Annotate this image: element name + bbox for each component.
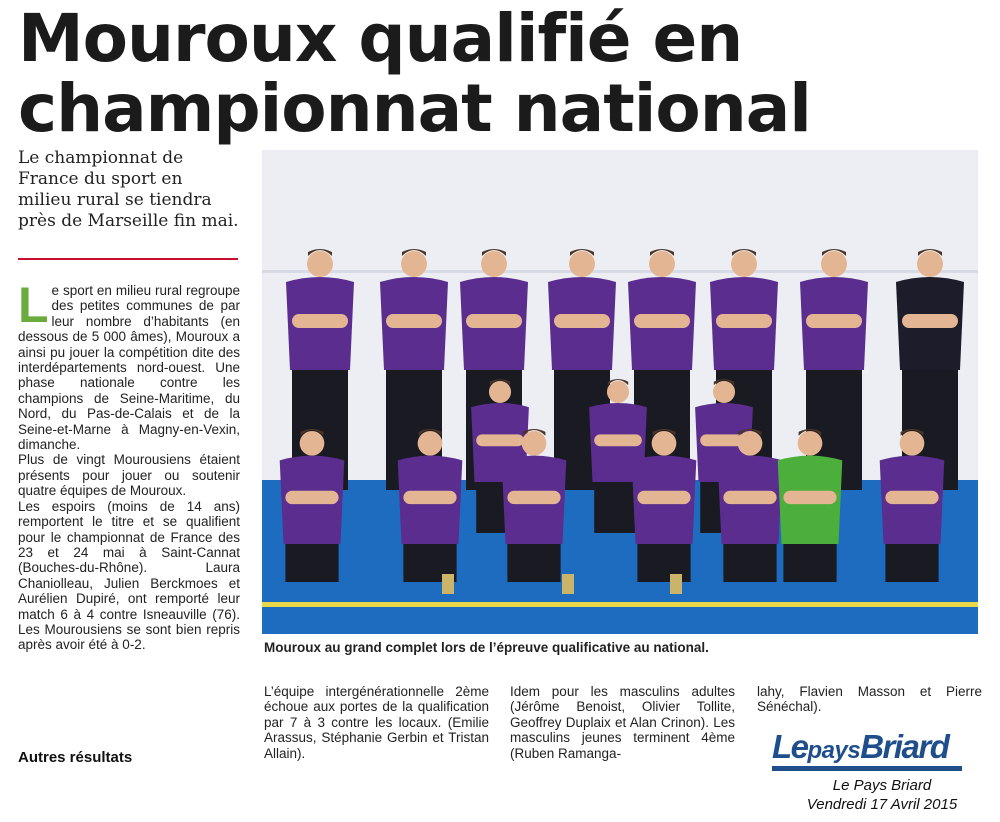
- person-head: [917, 251, 943, 277]
- person-head: [307, 251, 333, 277]
- person-crossed-arms: [476, 434, 524, 446]
- person-crossed-arms: [783, 491, 836, 504]
- subhead-other-results: Autres résultats: [18, 749, 133, 766]
- person-crossed-arms: [386, 314, 442, 328]
- person-head: [569, 251, 595, 277]
- paragraph-3: Les espoirs (moins de 14 ans) remportent le titre et se qualifient pour le championnat de France des 23 et 24 mai à Saint-Cannat (Bouches-du-Rhône). Laura Chaniolleau, Julien Berckmoes et Aurélien Dupiré, ont remporté leur match 6 à 4 contre Isneauville (76). Les Mourousiens se sont bien repris après avoir été à 0-2.: [18, 498, 240, 653]
- person-crossed-arms: [806, 314, 862, 328]
- person-crossed-arms: [594, 434, 642, 446]
- newspaper-logo: [772, 728, 964, 772]
- person-head: [418, 431, 443, 456]
- person-crossed-arms: [723, 491, 776, 504]
- person-head: [652, 431, 677, 456]
- person-head: [738, 431, 763, 456]
- person-crossed-arms: [634, 314, 690, 328]
- column-2-text: L’équipe intergénérationnelle 2ème échoue aux portes de la qualification par 7 à 3 contre les locaux. (Emilie Arassus, Stéphanie Gerbin et Tristan Allain).: [264, 684, 489, 761]
- person-crossed-arms: [285, 491, 338, 504]
- back-row-person: [380, 249, 448, 490]
- team-photo-illustration: [262, 150, 978, 634]
- headline: Mouroux qualifié en championnat national: [18, 0, 811, 147]
- logo-pays: pays: [807, 737, 861, 764]
- person-crossed-arms: [885, 491, 938, 504]
- person-head: [798, 431, 823, 456]
- person-legs: [783, 544, 836, 582]
- person-head: [607, 381, 629, 403]
- person-head: [522, 431, 547, 456]
- person-head: [300, 431, 325, 456]
- source-credit: [782, 776, 982, 814]
- person-head: [731, 251, 757, 277]
- person-head: [649, 251, 675, 277]
- logo-wordmark: [772, 728, 948, 770]
- person-head: [481, 251, 507, 277]
- person-legs: [507, 544, 560, 582]
- article-column-4: [757, 684, 982, 715]
- source-date: Vendredi 17 Avril 2015: [806, 796, 958, 813]
- person-crossed-arms: [716, 314, 772, 328]
- source-publication: Le Pays Briard: [832, 777, 932, 794]
- paragraph-1: [18, 277, 240, 453]
- person-crossed-arms: [637, 491, 690, 504]
- trophy: [670, 574, 682, 594]
- logo-briard: Briard: [860, 728, 949, 765]
- article-column-3: [510, 684, 735, 761]
- photo-caption: Mouroux au grand complet lors de l’épreuve qualificative au national.: [264, 640, 709, 655]
- trophy: [562, 574, 574, 594]
- person-head: [713, 381, 735, 403]
- paragraph-1-text: e sport en milieu rural regroupe des petites communes de par leur nombre d’habitants (en dessous de 5 000 âmes), Mouroux a ainsi pu jouer la compétition dite des interdépartements nord-ouest. Une phase nationale contre les champions de Seine-Maritime, du Nord, du Pas-de-Calais et de la Seine-et-Marne à Magny-en-Vexin, dimanche.: [18, 283, 240, 453]
- back-row-person: [286, 249, 354, 490]
- person-head: [821, 251, 847, 277]
- column-4-text: lahy, Flavien Masson et Pierre Sénéchal).: [757, 684, 982, 715]
- team-photo: [262, 150, 978, 634]
- standfirst: Le championnat de France du sport en milieu rural se tiendra près de Marseille fin mai.: [18, 148, 239, 231]
- article-column-2: [264, 684, 489, 761]
- standfirst-rule: [18, 258, 238, 260]
- logo-underline: [772, 766, 962, 771]
- dropcap: L: [18, 277, 49, 333]
- paragraph-2: Plus de vingt Mourousiens étaient présents pour jouer ou soutenir quatre équipes de Mouroux.: [18, 452, 240, 499]
- wall-trim: [262, 270, 978, 273]
- person-crossed-arms: [902, 314, 958, 328]
- person-crossed-arms: [507, 491, 560, 504]
- court-line: [262, 602, 978, 607]
- person-crossed-arms: [292, 314, 348, 328]
- person-head: [401, 251, 427, 277]
- article-column-1: [18, 277, 240, 653]
- person-legs: [637, 544, 690, 582]
- column-3-text: Idem pour les masculins adultes (Jérôme Benoist, Olivier Tollite, Geoffrey Duplaix et Alan Crinon). Les masculins jeunes terminent 4ème (Ruben Ramanga-: [510, 684, 735, 761]
- logo-le: Le: [772, 728, 808, 765]
- person-head: [900, 431, 925, 456]
- person-head: [489, 381, 511, 403]
- person-crossed-arms: [554, 314, 610, 328]
- person-legs: [723, 544, 776, 582]
- person-legs: [285, 544, 338, 582]
- trophy: [442, 574, 454, 594]
- person-legs: [885, 544, 938, 582]
- person-crossed-arms: [403, 491, 456, 504]
- person-crossed-arms: [466, 314, 522, 328]
